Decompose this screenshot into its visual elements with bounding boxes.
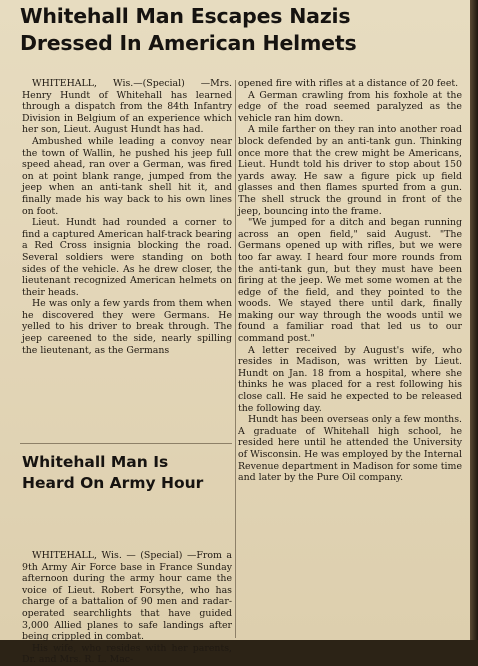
second-headline-line-2: Heard On Army Hour (22, 474, 204, 492)
main-headline (20, 3, 465, 57)
column-divider (235, 80, 236, 638)
story1-col1-paragraph: Lieut. Hundt had rounded a corner to find a captured American half-track bearing a Red Cross insignia blocking the road. Several soldiers were standing on both sides of the vehicle. As he drew closer, the lieutenant recognized American helmets on their heads. (22, 217, 232, 298)
story1-col2-paragraph: opened fire with rifles at a distance of 20 feet. (238, 78, 459, 89)
story2-column-1 (22, 550, 232, 666)
main-headline-line-1: Whitehall Man Escapes Nazis (20, 4, 351, 28)
story1-col2-paragraph: Hundt has been overseas only a few months. A graduate of Whitehall high school, he resided here until he attended the University of Wisconsin. He was employed by the Internal Revenue department in Madison for some time and later by the Pure Oil company. (238, 414, 462, 484)
second-headline-line-1: Whitehall Man Is (22, 453, 169, 471)
story1-column-2 (238, 78, 462, 484)
story2-paragraph: WHITEHALL, Wis. — (Special) —From a 9th Army Air Force base in France Sunday afternoon during the army hour came the voice of Lieut. Robert Forsythe, who has charge of a battalion of 90 men and radar-operated searchlights that have guided 3,000 Allied planes to safe landings after being crippled in combat. (22, 550, 232, 643)
second-headline (22, 452, 232, 494)
story1-col2-paragraph: A letter received by August's wife, who resides in Madison, was written by Lieut. Hundt on Jan. 18 from a hospital, where she thinks he was placed for a rest following his close call. He said he expected to be released the following day. (238, 344, 462, 414)
story1-column-1 (22, 78, 232, 356)
story1-col2-paragraph: A German crawling from his foxhole at the edge of the road seemed paralyzed as the vehicle ran him down. (238, 89, 462, 124)
story1-col1-paragraph: He was only a few yards from them when he discovered they were Germans. He yelled to his driver to break through. The jeep careened to the side, nearly spilling the lieutenant, as the Germans (22, 298, 232, 356)
story1-col1-paragraph: WHITEHALL, Wis.—(Special) —Mrs. Henry Hundt of Whitehall has learned through a dispatch from the 84th Infantry Division in Belgium of an experience which her son, Lieut. August Hundt has had. (22, 78, 232, 136)
story1-col1-paragraph: Ambushed while leading a convoy near the town of Wallin, he pushed his jeep full speed ahead, ran over a German, was fired on at point blank range, jumped from the jeep when an anti-tank shell hit it, and finally made his way back to his own lines on foot. (22, 135, 232, 217)
background-edge (470, 0, 478, 640)
story1-col2-paragraph: A mile farther on they ran into another road block defended by an anti-tank gun. Thinking once more that the crew might be Americans, Lieut. Hundt told his driver to stop about 150 yards away. He saw a figure pick up field glasses and then flames spurted from a gun. The shell struck the ground in front of the jeep, bouncing into the frame. (238, 124, 462, 217)
story1-col2-paragraph: "We jumped for a ditch and began running across an open field," said August. "The Germans opened up with rifles, but we were too far away. I heard four more rounds from the anti-tank gun, but they must have been firing at the jeep. We met some women at the edge of the field, and they pointed to the woods. We stayed there until dark, finally making our way through the woods until we found a familiar road that led us to our command post." (238, 217, 462, 345)
story2-paragraph: His wife, who resides with her parents, Dr. and Mrs. R. L. Mac- (22, 642, 232, 666)
main-headline-line-2: Dressed In American Helmets (20, 31, 357, 55)
story-divider (20, 443, 232, 444)
